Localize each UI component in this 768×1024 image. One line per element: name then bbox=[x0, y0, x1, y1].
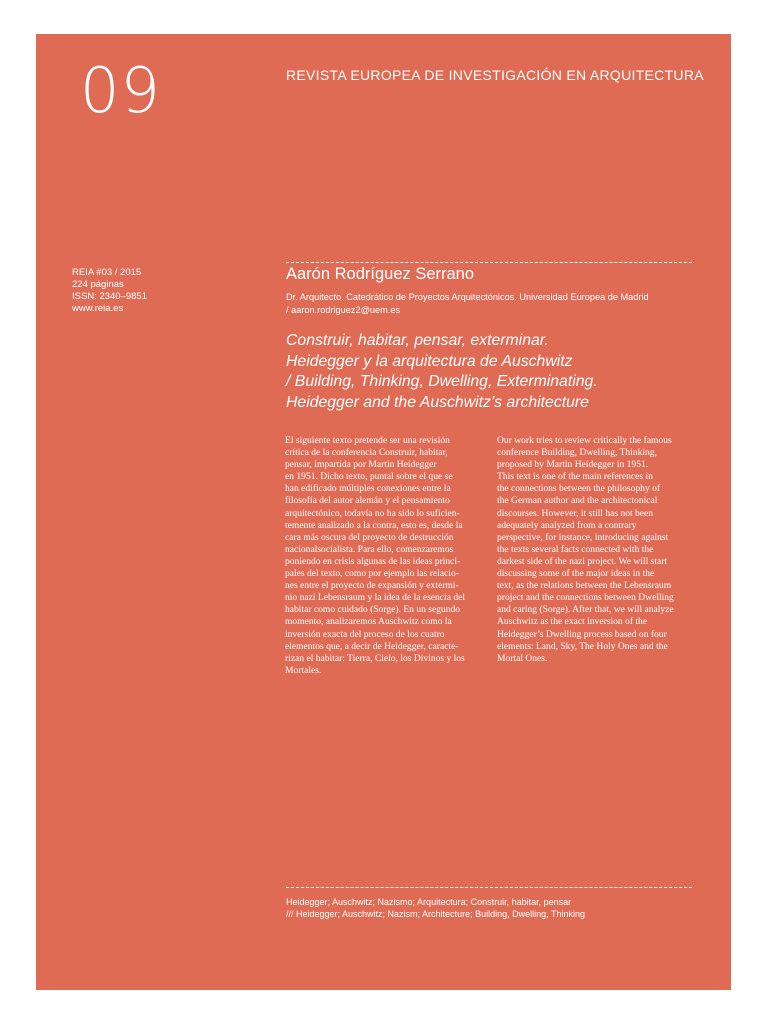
abstract-line: discourses. However, it still has not been bbox=[497, 507, 654, 519]
abstract-line: discussing some of the major ideas in the bbox=[497, 568, 655, 580]
author-affiliation bbox=[286, 291, 686, 316]
abstract-line: filosofía del autor alemán y el pensamiento bbox=[285, 495, 450, 507]
abstract-line: El siguiente texto pretende ser una revisión bbox=[285, 435, 450, 446]
cover-panel bbox=[36, 34, 731, 990]
abstract-line: Heidegger’s Dwelling process based on four bbox=[497, 628, 667, 640]
top-divider bbox=[286, 262, 692, 263]
abstract-line: poniendo en crisis algunas de las ideas princi- bbox=[285, 555, 461, 567]
bottom-divider bbox=[286, 887, 692, 888]
issue-label: REIA #03 / 2015 bbox=[72, 267, 142, 278]
title-line: Heidegger and the Auschwitz’s architecture bbox=[286, 393, 589, 411]
abstract-line: Mortales. bbox=[285, 664, 322, 676]
journal-title: REVISTA EUROPEA DE INVESTIGACIÓN EN ARQUITECTURA bbox=[286, 67, 704, 83]
publication-meta bbox=[72, 267, 147, 315]
abstract-line: the German author and the architectonical bbox=[497, 495, 658, 507]
abstract-english bbox=[497, 435, 695, 665]
author-name: Aarón Rodríguez Serrano bbox=[286, 265, 475, 283]
abstract-line: Mortal Ones. bbox=[497, 652, 548, 664]
title-line: Heidegger y la arquitectura de Auschwitz bbox=[286, 352, 573, 370]
keywords-english: /// Heidegger; Auschwitz; Nazism; Architecture; Building, Dwelling, Thinking bbox=[286, 909, 585, 919]
abstract-line: nes entre el proyecto de expansión y extermi- bbox=[285, 580, 459, 592]
title-line: / Building, Thinking, Dwelling, Exterminating. bbox=[286, 373, 598, 390]
title-line: Construir, habitar, pensar, exterminar. bbox=[286, 332, 549, 349]
abstract-line: proposed by Martin Heidegger in 1951. bbox=[497, 459, 649, 471]
abstract-line: adequately analyzed from a contrary bbox=[497, 519, 637, 531]
abstract-line: elementos que, a decir de Heidegger, caracte- bbox=[285, 640, 459, 652]
abstract-line: and caring (Sorge). After that, we will analyze bbox=[497, 604, 674, 616]
issn: ISSN: 2340–9851 bbox=[72, 291, 148, 302]
abstract-spanish bbox=[285, 435, 483, 677]
abstract-line: momento, analizaremos Auschwitz como la bbox=[285, 616, 452, 628]
page-count: 224 páginas bbox=[72, 279, 124, 290]
abstract-line: arquitectónico, todavía no ha sido lo suficien- bbox=[285, 507, 460, 519]
abstract-line: habitar como cuidado (Sorge). En un segundo bbox=[285, 604, 461, 616]
abstract-line: cara más oscura del proyecto de destrucción bbox=[285, 531, 454, 543]
abstract-line: nacionalsocialista. Para ello, comenzaremos bbox=[285, 543, 454, 555]
abstract-line: This text is one of the main references in bbox=[497, 471, 653, 483]
issue-number: 09 bbox=[80, 54, 161, 127]
abstract-line: text, as the relations between the Lebensraum bbox=[497, 580, 672, 592]
abstract-line: en 1951. Dicho texto, puntal sobre el que se bbox=[285, 471, 453, 483]
keywords-spanish: Heidegger; Auschwitz; Nazismo; Arquitectura; Construir, habitar, pensar bbox=[286, 897, 572, 907]
keywords bbox=[286, 896, 706, 920]
abstract-line: project and the connections between Dwelling bbox=[497, 592, 674, 604]
article-title bbox=[286, 331, 696, 413]
affiliation-line: Dr. Arquitecto. Catedrático de Proyectos Arquitectónicos. Universidad Europea de Madrid bbox=[286, 292, 649, 302]
abstract-line: perspective, for instance, introducing against bbox=[497, 531, 669, 543]
abstract-line: the texts several facts connected with the bbox=[497, 543, 654, 555]
abstract-line: pales del texto, como por ejemplo las relacio- bbox=[285, 568, 459, 580]
abstract-line: conference Building, Dwelling, Thinking, bbox=[497, 447, 657, 459]
abstract-line: nio nazi Lebensraum y la idea de la esencia del bbox=[285, 592, 465, 604]
abstract-line: temente analizado a la contra, esto es, desde la bbox=[285, 519, 463, 531]
author-email[interactable]: / aaron.rodriguez2@uem.es bbox=[286, 304, 401, 315]
abstract-line: crítica de la conferencia Construir, habitar, bbox=[285, 447, 448, 459]
abstract-line: rizan el habitar: Tierra, Cielo, los Divinos y los bbox=[285, 652, 465, 664]
abstract-line: the connections between the philosophy of bbox=[497, 483, 661, 495]
abstract-line: Auschwitz as the exact inversion of the bbox=[497, 616, 648, 628]
abstract-line: darkest side of the nazi project. We will start bbox=[497, 555, 668, 567]
abstract-line: Our work tries to review critically the famous bbox=[497, 435, 672, 446]
abstract-line: inversión exacta del proceso de los cuatro bbox=[285, 628, 445, 640]
website-link[interactable]: www.reia.es bbox=[72, 303, 124, 314]
abstract-line: han edificado múltiples conexiones entre la bbox=[285, 483, 451, 495]
abstract-line: pensar, impartida por Martin Heidegger bbox=[285, 459, 437, 471]
abstract-line: elements: Land, Sky, The Holy Ones and the bbox=[497, 640, 668, 652]
